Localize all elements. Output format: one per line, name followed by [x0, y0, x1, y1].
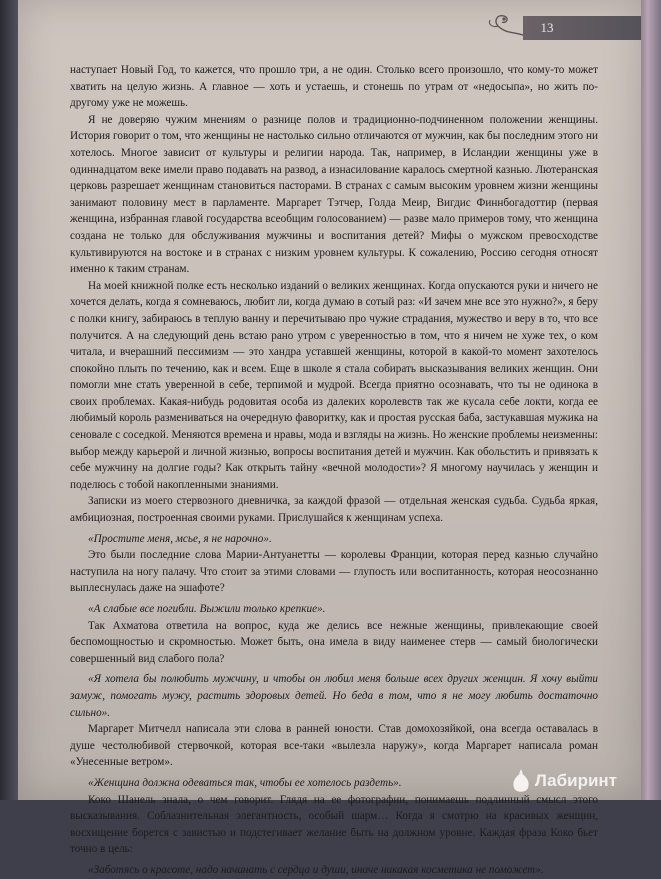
- quote-paragraph: «Женщина должна одеваться так, чтобы ее хотелось раздеть».: [88, 776, 402, 789]
- body-paragraph: Я не доверяю чужим мнениям о разнице полов и традиционно-подчиненном положении женщины. История говорит о том, что женщины не настолько сильно отличаются от мужчин, как бы последним этого ни хотелось. Многое зависит от культуры и религии народа. Так, например, в Исландии женщины уже в одиннадцатом веке имели право подавать на развод, а изнасилование каралось смертной казнью. Лютеранская церковь разрешает женщинам становиться пасторами. В странах с самым высоким уровнем жизни женщины занимают половину мест в парламенте. Маргарет Тэтчер, Голда Меир, Вигдис Финнбогадоттир (первая женщина, избранная главой государства всеобщим голосованием) — разве мало примеров тому, что женщина создана не только для обслуживания мужчины и воспитания детей? Мифы о мужском превосходстве культивируются на востоке и в странах с низким уровнем культуры. К сожалению, Россию сегодня относят именно к таким странам.: [70, 113, 598, 276]
- desk-background-left: [0, 0, 20, 800]
- watermark-text: Лабиринт: [534, 771, 617, 790]
- body-paragraph: Так Ахматова ответила на вопрос, куда же делись все нежные женщины, привлекающие своей беспомощностью и скромностью. Может быть, она имела в виду наименее стерв — самый биологически совершенный вид слабого пола?: [70, 619, 598, 665]
- body-paragraph: Коко Шанель знала, о чем говорит. Глядя на ее фотографии, понимаешь подлинный смысл этого высказывания. Соблазнительная элегантность, особый шарм… Когда я смотрю на красивых женщин, восхищение борется с завистью и подстегивает желание быть на должном уровне. Каждая фраза Коко бьет точно в цель:: [70, 793, 598, 856]
- body-paragraph: Записки из моего стервозного дневничка, за каждой фразой — отдельная женская судьба. Судьба яркая, амбициозная, построенная своими руками. Прислушайся к женщинам успеха.: [70, 495, 598, 525]
- watermark: [509, 768, 617, 794]
- book-page: [18, 0, 641, 876]
- labirint-logo-icon: [509, 768, 533, 794]
- page-body-text: [70, 62, 598, 879]
- body-paragraph: Маргарет Митчелл написала эти слова в ранней юности. Став домохозяйкой, она всегда оставалась в душе честолюбивой стервочкой, которая все-таки «вылезла наружу», когда Маргарет написала роман «Унесенные ветром».: [70, 723, 598, 769]
- body-paragraph: наступает Новый Год, то кажется, что прошло три, а не один. Столько всего произошло, что кому-то может хватить на целую жизнь. А главное — хоть и устаешь, и стонешь по утрам от «недосыпа», но жить по-другому уже не можешь.: [70, 64, 598, 110]
- desk-background-right: [639, 0, 661, 800]
- body-paragraph: На моей книжной полке есть несколько изданий о великих женщинах. Когда опускаются руки и ничего не хочется делать, когда я сомневаюсь, любит ли, когда думаю в сотый раз: «И зачем мне все это нужно?», я беру с полки книгу, забираюсь в теплую ванну и перечитываю про чужие страдания, мужество и веру в то, что все получится. А на следующий день встаю рано утром с уверенностью в том, что я ничем не хуже тех, о ком читала, и вчерашний пессимизм — это хандра уставшей женщины, которой в какой-то момент захотелось спокойно плыть по течению, как и всем. Еще в школе я стала собирать высказывания великих женщин. Они помогли мне стать уверенной в себе, терпимой и мудрой. Всегда приятно осознавать, что ты не одинока в своих проблемах. Какая-нибудь родовитая особа из далеких королевств так же кусала себе локти, когда ее любимый король размениваться на очередную фаворитку, как и простая русская баба, застукавшая мужика на сеновале с соседкой. Меняются времена и нравы, мода и взгляды на жизнь. Но женские проблемы неизменны: выбор между карьерой и личной жизнью, вопросы воспитания детей и мужчин. Как обольстить и привязать к себе мужчину на долгие годы? Как открыть тайну «вечной молодости»? Я многому научилась у женщин и поделюсь с тобой накопленными знаниями.: [70, 279, 598, 491]
- quote-paragraph: «Простите меня, мсье, я не нарочно».: [88, 532, 272, 545]
- quote-paragraph: «Я хотела бы полюбить мужчину, и чтобы он любил меня больше всех других женщин. Я хочу выйти замуж, помогать мужу, растить здоровых детей. Но беда в том, что я не могу любить достаточно сильно».: [70, 673, 598, 719]
- page-number: 13: [540, 20, 554, 35]
- quote-paragraph: «Заботясь о красоте, надо начинать с сердца и души, иначе никакая косметика не поможет».: [88, 863, 544, 876]
- body-paragraph: Это были последние слова Марии-Антуанетты — королевы Франции, которая перед казнью случайно наступила на ногу палачу. Что стоит за этими словами — глупость или воспитанность, которая неосознанно выплеснулась даже на эшафоте?: [70, 549, 598, 595]
- quote-paragraph: «А слабые все погибли. Выжили только крепкие».: [88, 603, 326, 615]
